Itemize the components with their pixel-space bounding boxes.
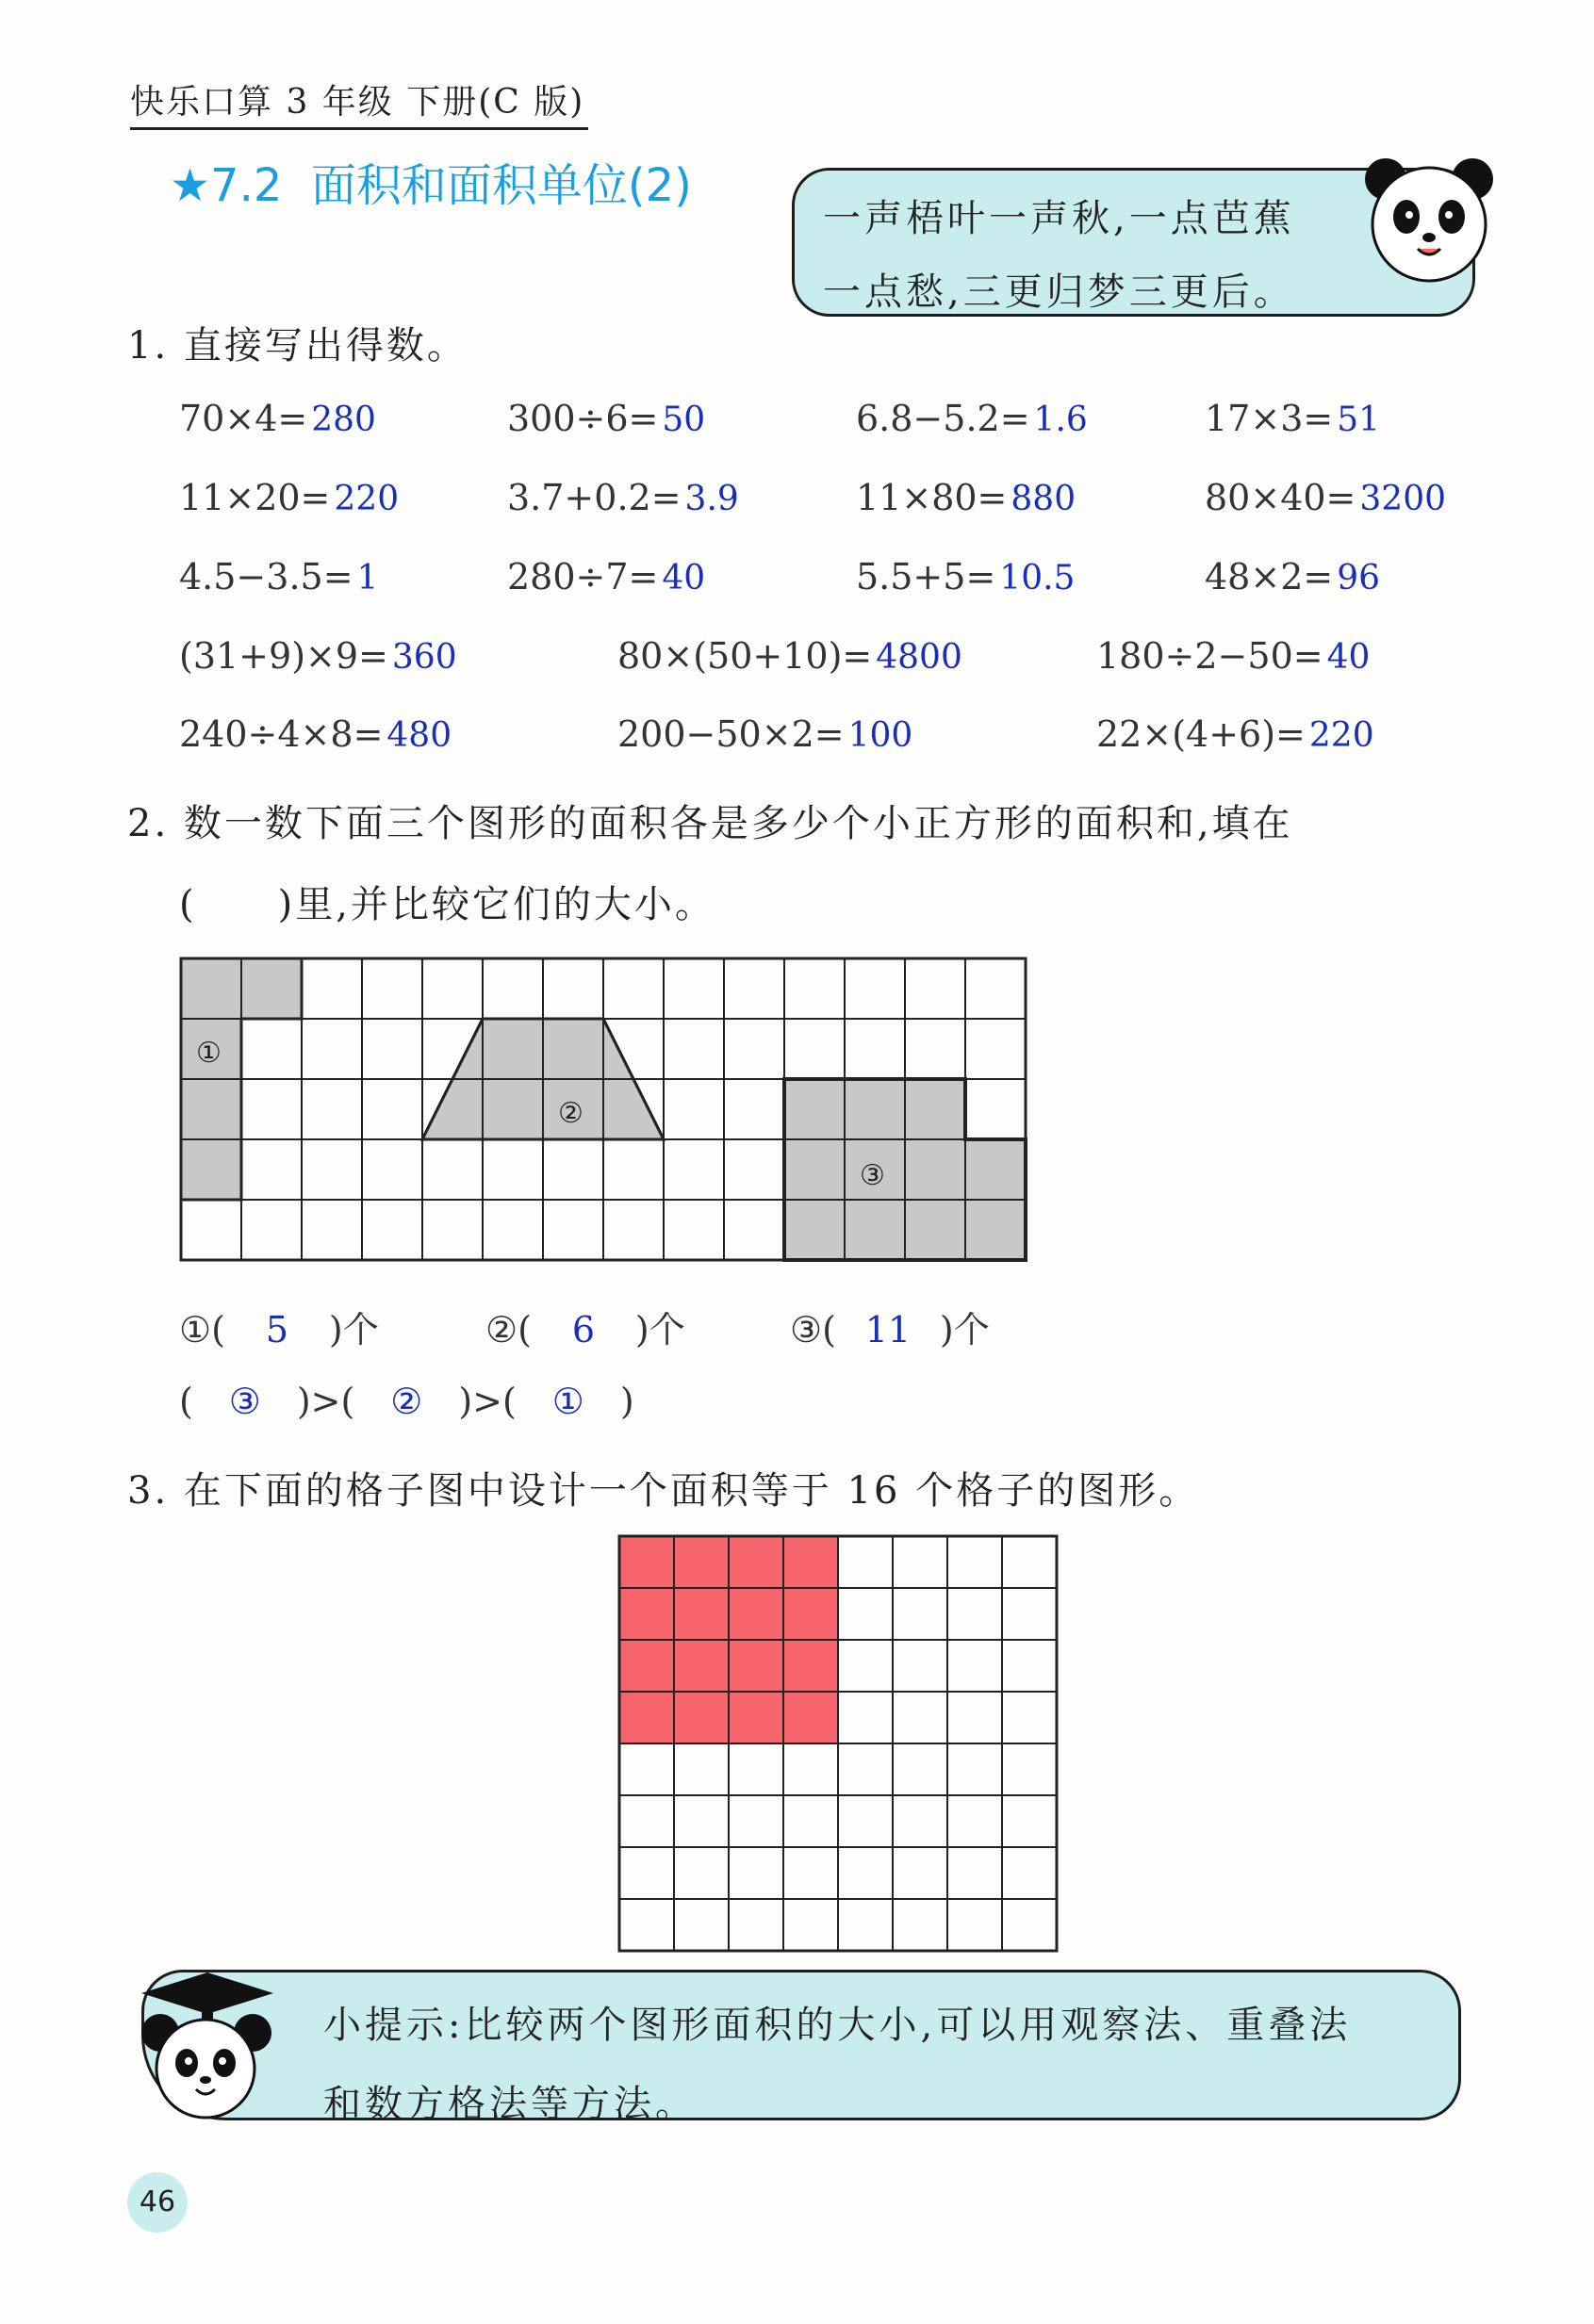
- q1-item: 6.8−5.2= 1.6: [856, 398, 1088, 439]
- filled-cell: [783, 1588, 838, 1640]
- q2-answer-3: ③( 11 )个: [790, 1309, 990, 1350]
- q1-item: 200−50×2= 100: [617, 713, 913, 755]
- shape-2-label: ②: [558, 1097, 583, 1130]
- q1-item: 70×4= 280: [179, 398, 376, 439]
- graduate-panda-icon: [123, 1965, 283, 2125]
- filled-cell: [674, 1536, 729, 1588]
- q2-answer-2: ②( 6 )个: [485, 1309, 685, 1350]
- question-2-label-line1: 2. 数一数下面三个图形的面积各是多少个小正方形的面积和,填在: [127, 802, 1293, 845]
- q2-answer-1-value[interactable]: 5: [265, 1309, 288, 1350]
- filled-cell: [783, 1536, 838, 1588]
- q1-item: 180÷2−50= 40: [1096, 635, 1371, 677]
- shape-3-label: ③: [860, 1159, 885, 1192]
- lesson-title: [170, 149, 692, 214]
- lesson-title-text: 面积和面积单位(2): [310, 159, 692, 212]
- q1-item: 80×40= 3200: [1205, 477, 1447, 518]
- q1-item: 300÷6= 50: [507, 398, 706, 439]
- book-header: 快乐口算 3 年级 下册(C 版): [130, 75, 588, 130]
- filled-cell: [729, 1536, 783, 1588]
- q3-drawing-grid[interactable]: [617, 1534, 1060, 1954]
- poem-line-2: 一点愁,三更归梦三更后。: [823, 270, 1295, 314]
- poem-line-1: 一声梧叶一声秋,一点芭蕉: [823, 197, 1295, 240]
- filled-cell: [674, 1588, 729, 1640]
- q1-item: 3.7+0.2= 3.9: [507, 477, 739, 518]
- q2-grid-figure: [179, 957, 1032, 1268]
- q1-item: 5.5+5= 10.5: [856, 556, 1076, 597]
- filled-cell: [729, 1588, 783, 1640]
- filled-cell: [619, 1588, 674, 1640]
- q1-item: 4.5−3.5= 1: [179, 556, 379, 597]
- q1-item: (31+9)×9= 360: [179, 635, 457, 677]
- q2-answer-1: ①( 5 )个: [179, 1309, 379, 1350]
- shape-1-label: ①: [196, 1037, 222, 1070]
- q1-item: 17×3= 51: [1205, 398, 1381, 439]
- q1-item: 48×2= 96: [1205, 556, 1381, 597]
- compare-first[interactable]: ③: [228, 1381, 261, 1422]
- q1-item: 80×(50+10)= 4800: [617, 635, 962, 677]
- question-1-label: 1. 直接写出得数。: [127, 324, 468, 368]
- tip-line-1: 小提示:比较两个图形面积的大小,可以用观察法、重叠法: [323, 2004, 1352, 2047]
- q2-answer-3-value[interactable]: 11: [864, 1309, 912, 1350]
- filled-cell: [729, 1640, 783, 1692]
- filled-cell: [729, 1692, 783, 1743]
- q1-item: 11×20= 220: [179, 477, 400, 518]
- filled-cell: [619, 1640, 674, 1692]
- tip-line-2: 和数方格法等方法。: [323, 2083, 697, 2126]
- filled-cell: [783, 1692, 838, 1743]
- lesson-number: 7.2: [210, 159, 283, 212]
- filled-cell: [619, 1536, 674, 1588]
- question-3-label: 3. 在下面的格子图中设计一个面积等于 16 个格子的图形。: [127, 1469, 1200, 1513]
- filled-cell: [674, 1640, 729, 1692]
- q1-item: 280÷7= 40: [507, 556, 706, 597]
- filled-cell: [674, 1692, 729, 1743]
- q1-item: 22×(4+6)= 220: [1096, 713, 1374, 755]
- compare-second[interactable]: ②: [390, 1381, 423, 1422]
- filled-cell: [619, 1692, 674, 1743]
- q2-answer-2-value[interactable]: 6: [571, 1309, 595, 1350]
- star-icon: ★: [170, 159, 211, 212]
- q2-compare: ( ③ )>( ② )>( ① ): [179, 1381, 634, 1422]
- page-number: 46: [127, 2172, 188, 2233]
- q1-item: 240÷4×8= 480: [179, 713, 452, 755]
- panda-icon: [1357, 151, 1499, 292]
- q1-item: 11×80= 880: [856, 477, 1076, 518]
- question-2-label-line2: ( )里,并比较它们的大小。: [179, 883, 715, 926]
- filled-cell: [783, 1640, 838, 1692]
- tip-bubble: [141, 1970, 1461, 2126]
- compare-third[interactable]: ①: [551, 1381, 584, 1422]
